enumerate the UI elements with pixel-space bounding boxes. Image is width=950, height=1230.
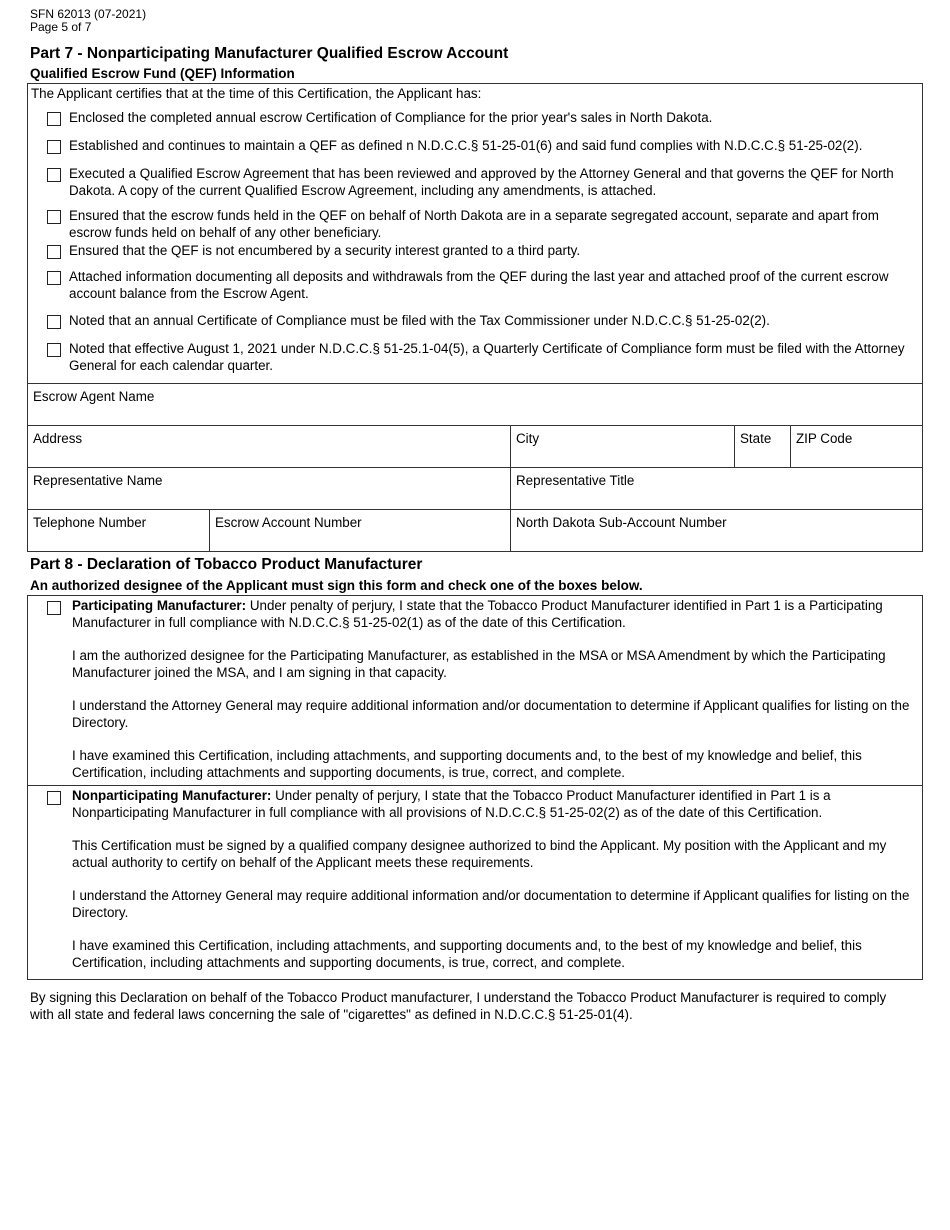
city-field[interactable] <box>510 425 735 468</box>
part7-title: Part 7 - Nonparticipating Manufacturer Qualified Escrow Account <box>30 45 509 62</box>
nonparticipating-label: Nonparticipating Manufacturer: <box>72 788 272 803</box>
declaration-footer: By signing this Declaration on behalf of the Tobacco Product manufacturer, I understand the Tobacco Product Manufacturer is required to comply with all state and federal laws concerning the sale of "cigarettes" as defined in N.D.C.C.§ 51-25-01(4). <box>30 990 887 1022</box>
page-number: Page 5 of 7 <box>30 20 92 34</box>
address-label: Address <box>33 431 83 446</box>
zip-code-label: ZIP Code <box>796 431 853 446</box>
participating-ag-text: I understand the Attorney General may require additional information and/or documentation to determine if Applicant qualifies for listing on the Directory. <box>72 698 910 730</box>
participating-statement <box>72 597 912 631</box>
zip-code-field[interactable] <box>790 425 923 468</box>
qef-item-text: Ensured that the escrow funds held in the QEF on behalf of North Dakota are in a separate segregated account, separate and apart from escrow funds held on behalf of any other beneficiary. <box>69 208 879 240</box>
part7-subtitle: Qualified Escrow Fund (QEF) Information <box>30 66 295 81</box>
nonparticipating-manufacturer-checkbox[interactable] <box>47 791 61 805</box>
qef-intro: The Applicant certifies that at the time of this Certification, the Applicant has: <box>31 86 482 101</box>
qef-checkbox-1[interactable] <box>47 112 61 126</box>
state-field[interactable] <box>734 425 791 468</box>
participating-manufacturer-checkbox[interactable] <box>47 601 61 615</box>
participating-examined-text: I have examined this Certification, including attachments, and supporting documents and, to the best of my knowledge and belief, this Certification, including attachments and supporting documents, is true, correct, and complete. <box>72 748 862 780</box>
qef-item-text: Attached information documenting all deposits and withdrawals from the QEF during the last year and attached proof of the current escrow account balance from the Escrow Agent. <box>69 269 889 301</box>
qef-item-text: Executed a Qualified Escrow Agreement that has been reviewed and approved by the Attorney General and that governs the QEF for North Dakota. A copy of the current Qualified Escrow Agreement, including any amendments, is attached. <box>69 166 894 198</box>
qef-checkbox-3[interactable] <box>47 168 61 182</box>
part8-subtitle: An authorized designee of the Applicant must sign this form and check one of the boxes below. <box>30 578 643 593</box>
participating-label: Participating Manufacturer: <box>72 598 247 613</box>
representative-name-label: Representative Name <box>33 473 163 488</box>
escrow-agent-fields <box>27 383 923 552</box>
escrow-account-number-label: Escrow Account Number <box>215 515 362 530</box>
qef-checkbox-4[interactable] <box>47 210 61 224</box>
nonparticipating-ag-text: I understand the Attorney General may require additional information and/or documentation to determine if Applicant qualifies for listing on the Directory. <box>72 888 910 920</box>
escrow-agent-name-label: Escrow Agent Name <box>33 389 155 404</box>
nonparticipating-examined-text: I have examined this Certification, including attachments, and supporting documents and, to the best of my knowledge and belief, this Certification, including attachments and supporting documents, is true, correct, and complete. <box>72 938 862 970</box>
participating-text: Under penalty of perjury, I state that the Tobacco Product Manufacturer identified in Part 1 is a Participating Manufacturer in full compliance with N.D.C.C.§ 51-25-02(1) as of the date of this Certification. <box>72 598 883 630</box>
qef-item-text: Enclosed the completed annual escrow Certification of Compliance for the prior year's sales in North Dakota. <box>69 110 713 125</box>
participating-manufacturer-section <box>27 595 923 786</box>
qef-checkbox-6[interactable] <box>47 271 61 285</box>
city-label: City <box>516 431 540 446</box>
nonparticipating-text: Under penalty of perjury, I state that the Tobacco Product Manufacturer identified in Part 1 is a Nonparticipating Manufacturer in full compliance with all provisions of N.D.C.C.§ 51-25-02(2) as of the date of this Certification. <box>72 788 831 820</box>
telephone-number-field[interactable] <box>27 509 210 552</box>
escrow-account-number-field[interactable] <box>209 509 511 552</box>
nd-sub-account-number-label: North Dakota Sub-Account Number <box>516 515 727 530</box>
address-field[interactable] <box>27 425 511 468</box>
qef-certification-box <box>27 83 923 384</box>
qef-checkbox-8[interactable] <box>47 343 61 357</box>
qef-checkbox-7[interactable] <box>47 315 61 329</box>
qef-item-text: Established and continues to maintain a QEF as defined n N.D.C.C.§ 51-25-01(6) and said fund complies with N.D.C.C.§ 51-25-02(2). <box>69 138 863 153</box>
telephone-number-label: Telephone Number <box>33 515 147 530</box>
representative-title-label: Representative Title <box>516 473 635 488</box>
part8-title: Part 8 - Declaration of Tobacco Product Manufacturer <box>30 556 423 573</box>
representative-name-field[interactable] <box>27 467 511 510</box>
qef-item-text: Noted that effective August 1, 2021 under N.D.C.C.§ 51-25.1-04(5), a Quarterly Certificate of Compliance form must be filed with the Attorney General for each calendar quarter. <box>69 341 905 373</box>
nonparticipating-statement <box>72 787 912 821</box>
form-header <box>30 8 146 34</box>
nd-sub-account-number-field[interactable] <box>510 509 923 552</box>
qef-item-text: Noted that an annual Certificate of Compliance must be filed with the Tax Commissioner under N.D.C.C.§ 51-25-02(2). <box>69 313 770 328</box>
qef-checkbox-5[interactable] <box>47 245 61 259</box>
nonparticipating-designee-text: This Certification must be signed by a qualified company designee authorized to bind the Applicant. My position with the Applicant and my actual authority to certify on behalf of the Applicant meets these requirements. <box>72 838 887 870</box>
qef-item-text: Ensured that the QEF is not encumbered by a security interest granted to a third party. <box>69 243 581 258</box>
participating-designee-text: I am the authorized designee for the Participating Manufacturer, as established in the MSA or MSA Amendment by which the Participating Manufacturer joined the MSA, and I am signing in that capacity. <box>72 648 886 680</box>
escrow-agent-name-field[interactable] <box>27 383 923 426</box>
nonparticipating-manufacturer-section <box>27 785 923 980</box>
qef-checkbox-2[interactable] <box>47 140 61 154</box>
form-number: SFN 62013 (07-2021) <box>30 7 147 21</box>
state-label: State <box>740 431 772 446</box>
representative-title-field[interactable] <box>510 467 923 510</box>
